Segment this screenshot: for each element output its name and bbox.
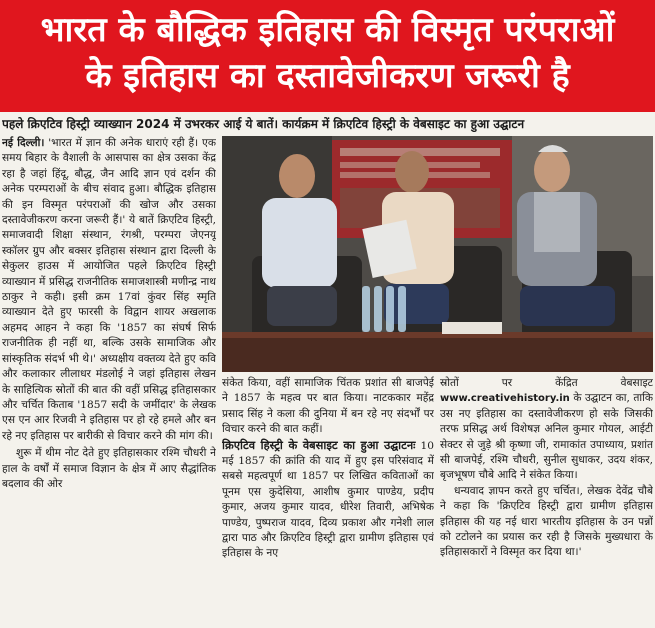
col2-text-2: 10 मई 1857 की क्रांति की याद में हुए इस परिसंवाद में सबसे महत्वपूर्ण था 1857 पर लिखित कविताओं का पूनम एस कुदेसिया, आशीष कुमार पाण्डेय, प्रदीप कुमार, अजय कुमार यादव, धीरेश तिवारी, अभिषेक पाण्डेय, पुष्पराज यादव, दिव्य प्रकाश और गनेशी लाल द्वारा पाठ और क्रिएटिव हिस्ट्री द्वारा ग्रामीण इतिहास एवं इतिहास के नए <box>222 439 434 560</box>
col2-para-1: संकेत किया, वहीं सामाजिक चिंतक प्रशांत सी बाजपेई ने 1857 के महत्व पर बात किया। नाटककार महेंद्र प्रसाद सिंह ने कला की दुनिया में बन रहे नए संदर्भों पर विचार करने की बात कहीं। <box>222 377 434 436</box>
article-column-1 <box>2 136 216 626</box>
article-column-2 <box>222 376 434 626</box>
headline-banner <box>0 0 655 112</box>
article-column-3 <box>440 376 653 626</box>
event-photo <box>222 136 653 372</box>
headline-line-2: के इतिहास का दस्तावेजीकरण जरूरी है <box>85 56 570 96</box>
event-photo-illustration <box>222 136 653 372</box>
col3-text-1b: के उद्घाटन का, ताकि उस नए इतिहास का दस्तावेजीकरण हो सके जिसकी तरफ प्रसिद्ध अर्थ विशेषज्ञ अनिल कुमार गोयल, आईटी सेक्टर से जुड़े श्री कृष्णा जी, रामाकांत उपाध्याय, प्रशांत सी बाजपेई, रश्मि चौधरी, सुनील सुधाकर, उदय शंकर, बृजभूषण चौबे आदि ने संकेत किया। <box>440 392 653 482</box>
col3-para-2: धन्यवाद ज्ञापन करते हुए चर्चित।, लेखक देवेंद्र चौबे ने कहा कि 'क्रिएटिव हिस्ट्री द्वारा ग्रामीण इतिहास इतिहास की यह नई धारा भारतीय इतिहास के उन पन्नों को टटोलने का प्रयास कर रही है जिसके मुख्यधारा के इतिहासकारों ने विस्मृत कर दिया था।' <box>440 484 653 559</box>
article-para-1 <box>2 136 216 444</box>
article-para-2: शुरू में थीम नोट देते हुए इतिहासकार रश्मि चौधरी ने हाल के वर्षों में समाज विज्ञान के क्षेत्र में आए सैद्धांतिक बदलाव की ओर <box>2 447 216 490</box>
col3-text-1a: स्रोतों पर केंद्रित वेबसाइट <box>440 377 653 389</box>
col1-text-1: 'भारत में ज्ञान की अनेक धाराएं रही हैं। एक समय बिहार के वैशाली के आसपास का क्षेत्र उसका केंद्र रहा है जहां हिंदू, बौद्ध, जैन आदि ज्ञान एवं दर्शन की अनेक परम्पराओं के बीच संवाद हुआ। बौद्धिक इतिहास की इन विस्मृत परंपराओं की खोज और उसका दस्तावेजीकरण करना जरूरी हैं।' ये बातें क्रिएटिव हिस्ट्री, समाजवादी शिक्षा संस्थान, रंगश्री, परम्परा जेएनयू स्कॉलर ग्रुप और बक्सर इतिहास संस्थान द्वारा दिल्ली के सेकुलर हाउस में आयोजित पहले क्रिएटिव हिस्ट्री व्याख्यान में प्रसिद्ध राजनीतिक समाजशास्त्री मणीन्द्र नाथ ठाकुर ने कही। इसी क्रम 17वां कुंवर सिंह स्मृति व्याख्यान देते हुए फारसी के विद्वान शायर अखलाक अहमद आहन ने कहा कि '1857 का संघर्ष सिर्फ राजनीतिक ही नहीं था, बल्कि उसके सामाजिक और सांस्कृतिक संदर्भ भी थे।' अध्यक्षीय वक्तव्य देते हुए कवि और कलाकार लीलाधर मंडलोई ने जहां इतिहास लेखन के साहित्यिक स्रोतों की बात की वहीं प्रसिद्ध इतिहासकार और चर्चित किताब '1857 सदी के जमींदार' के लेखक एस एन आर रिजवी ने इतिहास पर हो रहे हमले और बन रहे नए इतिहास पर बारीकी से विचार करने की मांग की। <box>2 137 216 442</box>
subheadline: पहले क्रिएटिव हिस्ट्री व्याख्यान 2024 में उभरकर आई ये बातें। कार्यक्रम में क्रिएटिव हिस्ट्री के वेबसाइट का हुआ उद्घाटन <box>2 117 525 131</box>
website-url-link[interactable]: www.creativehistory.in <box>440 393 570 405</box>
dateline: नई दिल्ली। <box>2 137 45 149</box>
col3-para-1 <box>440 376 653 484</box>
website-launch-subtitle: क्रिएटिव हिस्ट्री के वेबसाइट का हुआ उद्घाटनः <box>222 437 416 452</box>
col2-para-2 <box>222 438 434 562</box>
headline-line-1: भारत के बौद्धिक इतिहास की विस्मृत परंपराओं <box>40 10 615 50</box>
